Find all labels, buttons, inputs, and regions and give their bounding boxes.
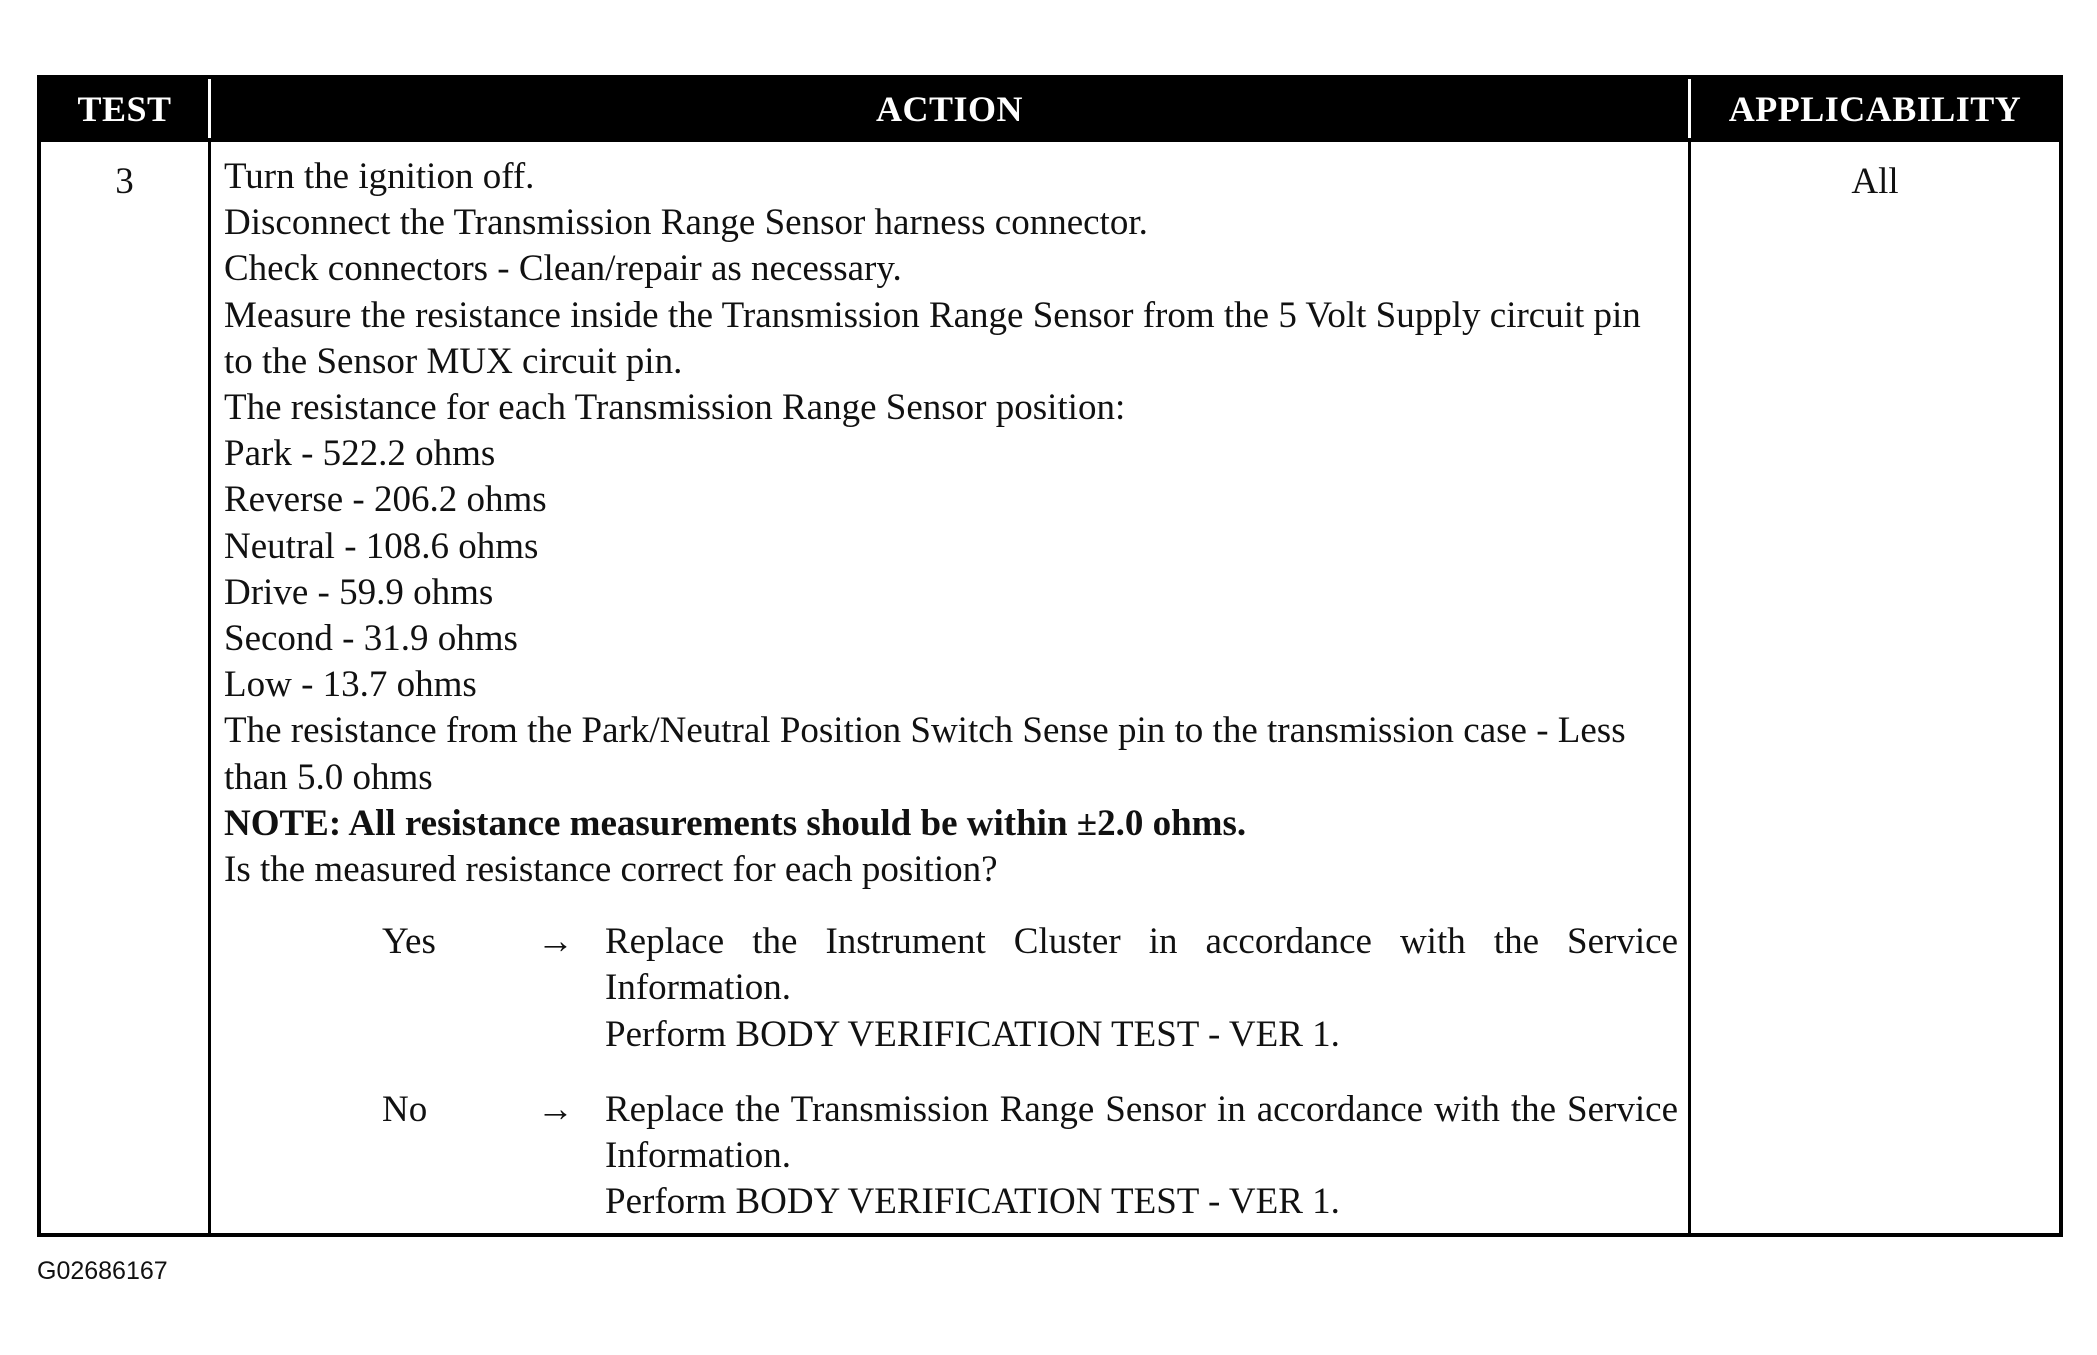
- outcome-no-followup: Perform BODY VERIFICATION TEST - VER 1.: [605, 1181, 1340, 1223]
- outcome-no-label: No: [382, 1088, 428, 1130]
- resistance-second: Second - 31.9 ohms: [224, 618, 518, 660]
- header-test: TEST: [41, 79, 211, 138]
- resistance-reverse: Reverse - 206.2 ohms: [224, 479, 547, 521]
- outcomes: [224, 919, 1678, 1225]
- diagnostic-test-table: [37, 75, 2063, 1237]
- header-applicability: APPLICABILITY: [1691, 79, 2059, 138]
- action-step: Turn the ignition off.: [224, 156, 535, 197]
- resistance-note: NOTE: All resistance measurements should be within ±2.0 ohms.: [224, 802, 1247, 844]
- action-step: The resistance for each Transmission Range Sensor position:: [224, 387, 1126, 429]
- arrow-right-icon: →: [537, 1088, 574, 1130]
- outcome-no: [224, 1087, 1678, 1226]
- figure-id: G02686167: [37, 1257, 168, 1285]
- header-action: ACTION: [211, 79, 1691, 138]
- applicability-cell: [1691, 138, 2059, 1233]
- resistance-drive: Drive - 59.9 ohms: [224, 571, 494, 613]
- action-step: Measure the resistance inside the Transmission Range Sensor from the 5 Volt Supply circuit pin to the Sensor MUX circuit pin.: [224, 294, 1641, 382]
- outcome-yes-followup: Perform BODY VERIFICATION TEST - VER 1.: [605, 1013, 1340, 1055]
- arrow-right-icon: →: [537, 921, 574, 963]
- resistance-park: Park - 522.2 ohms: [224, 433, 496, 475]
- action-step: Disconnect the Transmission Range Sensor harness connector.: [224, 202, 1148, 244]
- action-step: The resistance from the Park/Neutral Position Switch Sense pin to the transmission case - Less than 5.0 ohms: [224, 710, 1626, 798]
- resistance-low: Low - 13.7 ohms: [224, 664, 477, 706]
- test-number: 3: [115, 161, 134, 202]
- resistance-neutral: Neutral - 108.6 ohms: [224, 525, 539, 567]
- test-number-cell: [41, 138, 211, 1233]
- test-question: Is the measured resistance correct for each position?: [224, 849, 998, 891]
- outcome-yes-label: Yes: [382, 921, 436, 963]
- outcome-yes: [224, 919, 1678, 1058]
- outcome-yes-text: [605, 919, 1678, 1058]
- outcome-no-text: [605, 1087, 1678, 1226]
- action-step: Check connectors - Clean/repair as necessary.: [224, 248, 902, 290]
- action-cell: [211, 138, 1691, 1233]
- applicability-value: All: [1851, 161, 1899, 202]
- outcome-no-instruction: Replace the Transmission Range Sensor in accordance with the Service Information.: [605, 1088, 1678, 1177]
- outcome-yes-instruction: Replace the Instrument Cluster in accordance with the Service Information.: [605, 921, 1678, 1009]
